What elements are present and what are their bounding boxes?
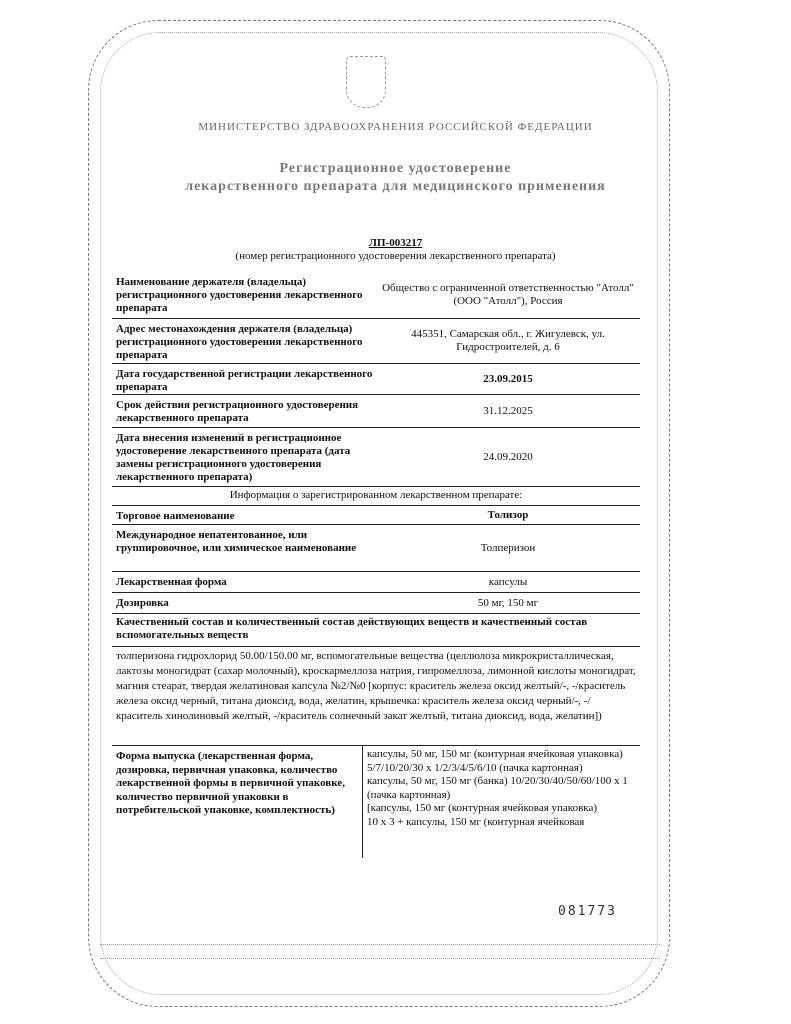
validity-row (112, 395, 640, 428)
registration-date-label: Дата государственной регистрации лекарственного препарата (116, 368, 373, 393)
divider (100, 958, 660, 965)
release-form-values (363, 746, 640, 858)
release-form-item: [капсулы, 150 мг (контурная ячейковая упаковка) (367, 802, 598, 814)
release-form-item: 10 х 3 + капсулы, 150 мг (контурная ячейковая (367, 815, 585, 828)
change-date-label: Дата внесения изменений в регистрационное удостоверение лекарственного препарата (дата замены регистрационного удостоверения лекарственного препарата) (116, 432, 351, 483)
dosage-form-value: капсулы (488, 575, 528, 588)
validity-value: 31.12.2025 (483, 404, 533, 417)
holder-value: Общество с ограниченной ответственностью "Атолл" (ООО "Атолл"), Россия (382, 282, 634, 307)
divider (100, 944, 660, 951)
certificate-title-line2: лекарственного препарата для медицинского применения (185, 179, 606, 194)
release-form-item: капсулы, 50 мг, 150 мг (банка) 10/20/30/40/50/60/100 х 1 (пачка картонная) (367, 775, 628, 801)
release-form-label: Форма выпуска (лекарственная форма, дозировка, первичная упаковка, количество лекарственной формы в первичной упаковке, количество первичной упаковки в потребительской упаковке, комплектность) (112, 746, 363, 858)
inn-row (112, 525, 640, 572)
certificate-title-line1: Регистрационное удостоверение (279, 161, 512, 176)
dosage-label: Дозировка (116, 597, 169, 609)
trade-name-value: Толизор (487, 508, 529, 521)
inn-label: Международное непатентованное, или группировочное, или химическое наименование (116, 529, 357, 554)
holder-row (112, 272, 640, 319)
dosage-value: 50 мг, 150 мг (477, 596, 539, 609)
release-form-row (112, 746, 640, 858)
release-form-item: капсулы, 50 мг, 150 мг (контурная ячейковая упаковка) 5/7/10/20/30 х 1/2/3/4/5/6/10 (пачка картонная) (367, 748, 623, 774)
change-date-row (112, 428, 640, 487)
info-heading: Информация о зарегистрированном лекарственном препарате: (112, 487, 640, 506)
registration-date-row (112, 364, 640, 395)
inn-value: Толперизон (480, 541, 536, 554)
holder-label: Наименование держателя (владельца) регистрационного удостоверения лекарственного препарата (116, 276, 363, 314)
registration-number: ЛП-003217 (368, 237, 423, 249)
change-date-value: 24.09.2020 (483, 450, 533, 463)
certificate-title (0, 160, 791, 196)
serial-stamp: 081773 (558, 904, 617, 919)
dosage-form-label: Лекарственная форма (116, 576, 227, 588)
registration-table (112, 272, 640, 858)
registration-date-value: 23.09.2015 (483, 372, 533, 385)
ministry-name: МИНИСТЕРСТВО ЗДРАВООХРАНЕНИЯ РОССИЙСКОЙ ФЕДЕРАЦИИ (198, 121, 593, 133)
address-row (112, 319, 640, 364)
composition-heading: Качественный состав и количественный состав действующих веществ и качественный состав вспомогательных веществ (112, 614, 640, 647)
composition-text: толперизона гидрохлорид 50.00/150.00 мг, вспомогательные вещества (целлюлоза микрокристаллическая, лактозы моногидрат (сахар молочный), кроскармеллоза натрия, гипромеллоза, лимонной кислоты моногидрат, магния стеарат, твердая желатиновая капсула №2/№0 [корпус: краситель железа оксид желтый/-, -/краситель железа оксид черный, титана диоксид, вода, желатин, крышечка: краситель железа оксид черный/-, -/краситель хинолиновый желтый, -/краситель солнечный закат желтый, титана диоксид, вода, желатин]) (112, 647, 640, 746)
registration-number-caption: (номер регистрационного удостоверения лекарственного препарата) (235, 250, 556, 262)
trade-name-row (112, 506, 640, 525)
state-emblem-icon (346, 56, 386, 108)
dosage-form-row (112, 572, 640, 593)
address-value: 445351, Самарская обл., г. Жигулевск, ул. Гидростроителей, д. 6 (411, 328, 605, 353)
dosage-row (112, 593, 640, 614)
address-label: Адрес местонахождения держателя (владельца) регистрационного удостоверения лекарственного препарата (116, 323, 363, 361)
validity-label: Срок действия регистрационного удостоверения лекарственного препарата (116, 399, 359, 424)
trade-name-label: Торговое наименование (116, 510, 235, 522)
